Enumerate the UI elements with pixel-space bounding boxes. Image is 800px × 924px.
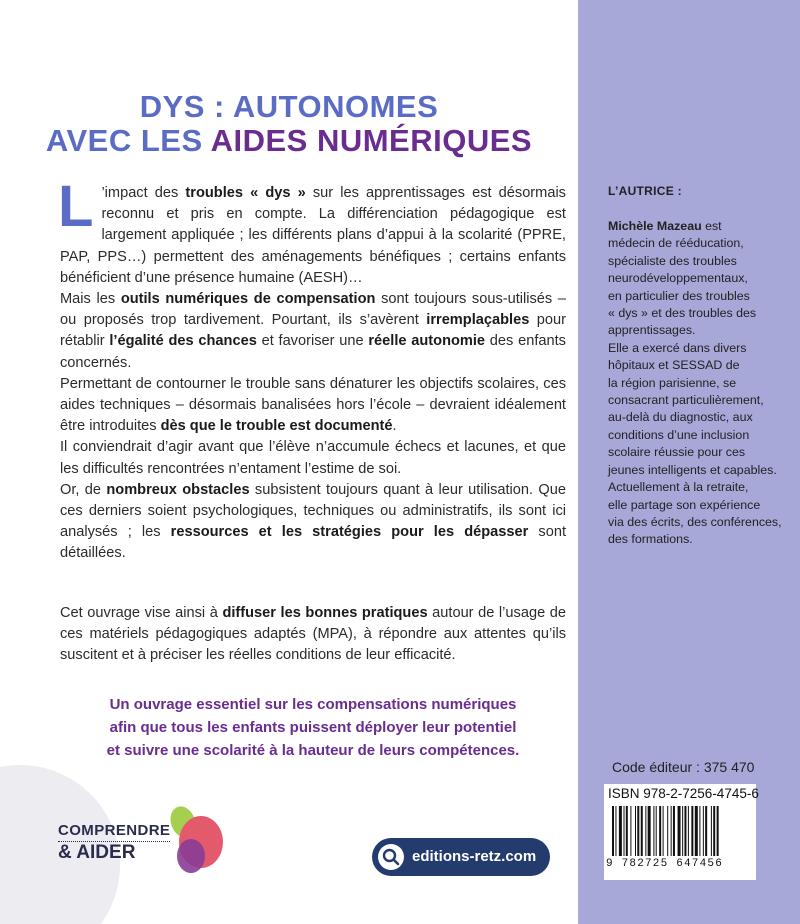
collection-logo-icon [153,800,243,880]
dropcap-letter: L [58,174,94,239]
book-title-line2-start: AVEC LES [45,123,211,158]
tagline-line3: et suivre une scolarité à la hauteur de leurs compétences. [106,742,520,759]
website-label: editions-retz.com [412,848,537,865]
text-run: Cet ouvrage vise ainsi à [60,605,223,621]
author-bio-line: Actuellement à la retraite, [608,480,749,495]
text-run: des enfants concernés. [60,333,566,371]
barcode-bar [695,806,698,856]
barcode-bar [624,806,625,856]
author-bio-line: jeunes intelligents et capables. [608,462,777,477]
author-bio-line: conditions d’une inclusion [608,427,750,442]
barcode-bar [717,806,719,856]
author-bio-line: via des écrits, des conférences, [608,514,782,529]
barcode-bar [671,806,672,856]
conclusion-text [60,603,566,667]
barcode-bar [678,806,681,856]
tagline-line2: afin que tous les enfants puissent déployer leur potentiel [109,719,517,736]
author-bio-line: spécialiste des troubles [608,253,737,268]
search-icon [378,844,404,870]
text-run: sont toujours sous-utilisés – ou proposés trop tardivement. Pourtant, ils s’avèrent [60,291,566,329]
barcode-bar [615,806,616,856]
isbn-label: ISBN 978-2-7256-4745-6 [608,786,759,801]
bold-phrase: troubles « dys » [185,185,306,201]
bold-phrase: diffuser les bonnes pratiques [222,605,428,621]
text-run: sur les apprentissages est désormais reconnu et pris en compte. La différenciation pédagogique est largement appliquée ; les différents plans d’appui à la scolarité (PPRE, PAP, PPS…) permettent des aménagements bénéfiques ; certains enfants bénéficient d’une présence humaine (AESH)… [60,185,566,286]
text-run: sont détaillées. [60,524,566,562]
barcode-bar [635,806,636,856]
text-run: ’impact des [101,185,186,201]
publisher-code: Code éditeur : 375 470 [612,759,755,775]
author-bio-line: est [701,219,722,233]
paragraph-4 [60,437,566,479]
barcode-bar [691,806,693,856]
paragraph-3-text [60,376,566,434]
text-run: Or, de [60,481,107,498]
barcode-bar [713,806,715,856]
bold-phrase: outils numériques de compensation [120,291,376,308]
bold-phrase: dès que le trouble est documenté [160,418,393,435]
barcode-bar [637,806,639,856]
text-run: pour rétablir [60,312,566,350]
tagline-line1: Un ouvrage essentiel sur les compensations numériques [109,696,517,713]
barcode-bar [711,806,712,856]
text-run: Il conviendrait d’agir avant que l’élève n’accumule échecs et lacunes, et que les difficultés rencontrées n’entament l’estime de soi. [60,439,566,477]
author-heading: L’AUTRICE : [608,184,682,198]
barcode-bar [656,806,657,856]
author-bio [608,218,788,549]
barcode-bar [703,806,704,856]
author-bio-line: médecin de rééducation, [608,236,744,251]
barcode-icon [612,806,752,856]
barcode-bar [673,806,675,856]
author-bio-line: apprentissages. [608,323,696,338]
paragraph-6 [60,603,566,667]
bold-phrase: irremplaçables [426,312,530,329]
barcode-bar [648,806,651,856]
collection-logo-line1: COMPRENDRE [58,822,171,839]
author-name: Michèle Mazeau [608,219,702,233]
barcode-bar [684,806,686,856]
paragraph-1-text [58,174,566,286]
bold-phrase: ressources et les stratégies pour les dépasser [170,524,529,541]
paragraph-2 [60,289,566,374]
tagline [60,693,566,762]
book-title-line2 [0,123,578,159]
author-bio-line: neurodéveloppementaux, [608,271,748,286]
author-bio-line: scolaire réussie pour ces [608,445,746,460]
paragraph-2-text [60,291,566,371]
barcode-bar [667,806,668,856]
author-bio-line: consacrant particulièrement, [608,393,764,408]
barcode-bar [612,806,614,856]
isbn-block [604,784,759,880]
author-bio-line: hôpitaux et SESSAD de [608,358,740,373]
paragraph-6-text [60,605,566,663]
barcode-bar [699,806,700,856]
paragraph-5 [60,480,566,565]
barcode-bar [619,806,622,856]
paragraph-intro [58,174,566,289]
author-bio-line: « dys » et des troubles des [608,306,757,321]
barcode-bar [626,806,628,856]
barcode-bar [688,806,689,856]
bold-phrase: réelle autonomie [368,333,486,350]
paragraph-4-text [60,439,566,476]
author-bio-line: des formations. [608,532,693,547]
bold-phrase: nombreux obstacles [106,481,250,498]
barcode-bar [653,806,654,856]
author-bio-line: la région parisienne, se [608,375,737,390]
author-bio-line: en particulier des troubles [608,288,750,303]
book-title-line2-accent: AIDES NUMÉRIQUES [210,123,533,158]
barcode-bar [705,806,707,856]
book-title-line1: DYS : AUTONOMES [139,89,439,124]
paragraph-5-text [60,482,566,562]
author-bio-line: elle partage son expérience [608,497,761,512]
barcode-bar [682,806,683,856]
paragraph-3 [60,374,566,438]
barcode-bar [630,806,631,856]
collection-logo [58,800,258,880]
collection-logo-line2: & AIDER [58,842,136,863]
barcode-bar [663,806,664,856]
isbn-digits: 9 782725 647456 [606,858,724,870]
text-run: Mais les [60,291,121,308]
text-run: autour de l’usage de ces matériels pédagogiques adaptés (MPA), à répondre aux attentes qu’ils suscitent et à préciser les réelles conditions de leur efficacité. [60,605,566,664]
website-link[interactable] [372,838,550,876]
text-run: . [392,418,397,435]
barcode-bar [641,806,643,856]
summary-text [58,174,566,565]
barcode-bar [659,806,661,856]
barcode-bar [645,806,646,856]
text-run: subsistent toujours quant à leur utilisation. Que ces derniers soient psychologiques, techniques ou administratifs, ils sont ici analysés ; les [60,481,566,541]
bold-phrase: l’égalité des chances [109,333,257,350]
text-run: et favoriser une [256,333,369,350]
text-run: Permettant de contourner le trouble sans dénaturer les objectifs scolaires, ces aides techniques – désormais banalisées hors l’école – devraient idéalement être introduites [60,375,566,435]
author-bio-line: Elle a exercé dans divers [608,340,747,355]
author-bio-line: au-delà du diagnostic, aux [608,410,753,425]
